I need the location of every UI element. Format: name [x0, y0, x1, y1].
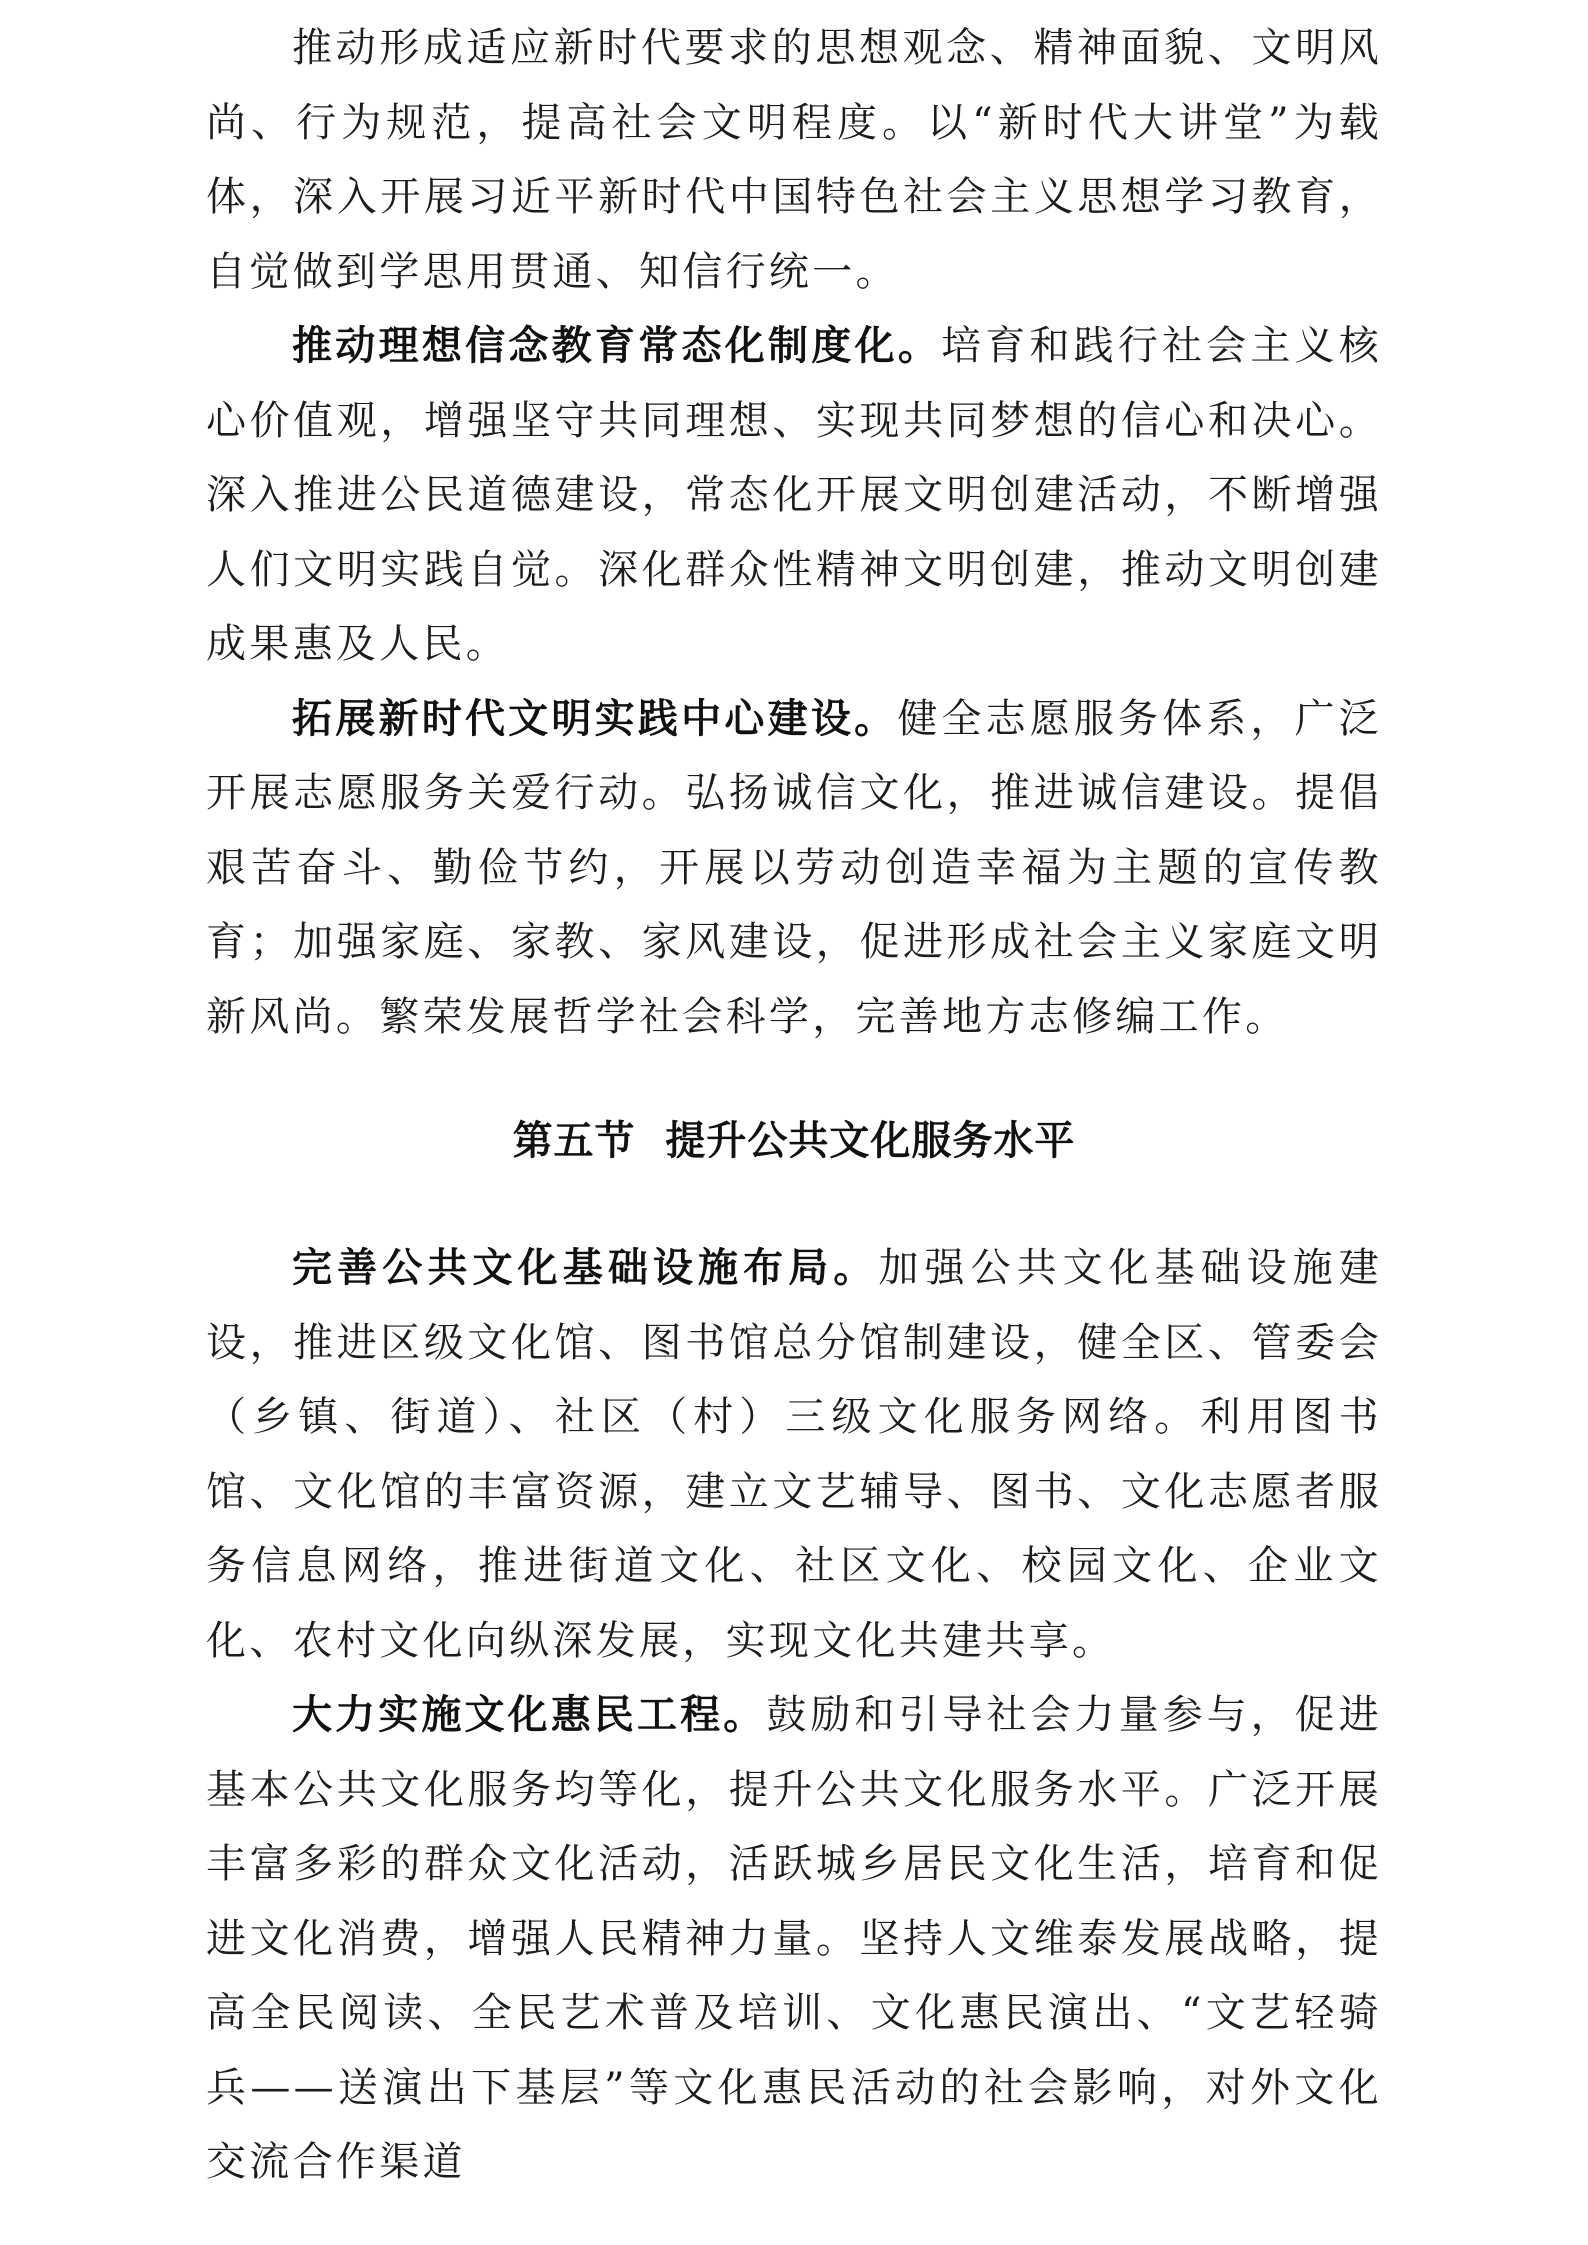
paragraph-thought-concepts	[206, 11, 1382, 309]
paragraph-ideals-education	[206, 309, 1382, 682]
paragraph-text: 鼓励和引导社会力量参与，促进基本公共文化服务均等化，提升公共文化服务水平。广泛开展丰富多彩的群众文化活动，活跃城乡居民文化生活，培育和促进文化消费，增强人民精神力量。坚持人文维泰发展战略，提高全民阅读、全民艺术普及培训、文化惠民演出、“文艺轻骑兵——送演出下基层”等文化惠民活动的社会影响，对外文化交流合作渠道	[206, 1692, 1382, 2185]
paragraph-text: 加强公共文化基础设施建设，推进区级文化馆、图书馆总分馆制建设，健全区、管委会（乡镇、街道）、社区（村）三级文化服务网络。利用图书馆、文化馆的丰富资源，建立文艺辅导、图书、文化志愿者服务信息网络，推进街道文化、社区文化、校园文化、企业文化、农村文化向纵深发展，实现文化共建共享。	[206, 1245, 1382, 1664]
paragraph-lead: 推动理想信念教育常态化制度化。	[292, 323, 942, 369]
paragraph-lead: 完善公共文化基础设施布局。	[292, 1245, 879, 1291]
paragraph-text: 健全志愿服务体系，广泛开展志愿服务关爱行动。弘扬诚信文化，推进诚信建设。提倡艰苦奋斗、勤俭节约，开展以劳动创造幸福为主题的宣传教育；加强家庭、家教、家风建设，促进形成社会主义家庭文明新风尚。繁荣发展哲学社会科学，完善地方志修编工作。	[206, 695, 1382, 1040]
paragraph-text: 推动形成适应新时代要求的思想观念、精神面貌、文明风尚、行为规范，提高社会文明程度。以“新时代大讲堂”为载体，深入开展习近平新时代中国特色社会主义思想学习教育，自觉做到学思用贯通、知信行统一。	[206, 25, 1382, 295]
paragraph-lead: 拓展新时代文明实践中心建设。	[292, 695, 898, 742]
paragraph-text: 培育和践行社会主义核心价值观，增强坚守共同理想、实现共同梦想的信心和决心。深入推进公民道德建设，常态化开展文明创建活动，不断增强人们文明实践自觉。深化群众性精神文明创建，推动文明创建成果惠及人民。	[206, 323, 1382, 667]
paragraph-lead: 大力实施文化惠民工程。	[292, 1692, 767, 1738]
paragraph-cultural-benefit	[206, 1678, 1382, 2200]
paragraph-cultural-facilities	[206, 1231, 1382, 1678]
document-body	[206, 0, 1382, 2200]
section-heading: 第五节 提升公共文化服务水平	[512, 1118, 1076, 1164]
paragraph-civilization-practice	[206, 682, 1382, 1055]
